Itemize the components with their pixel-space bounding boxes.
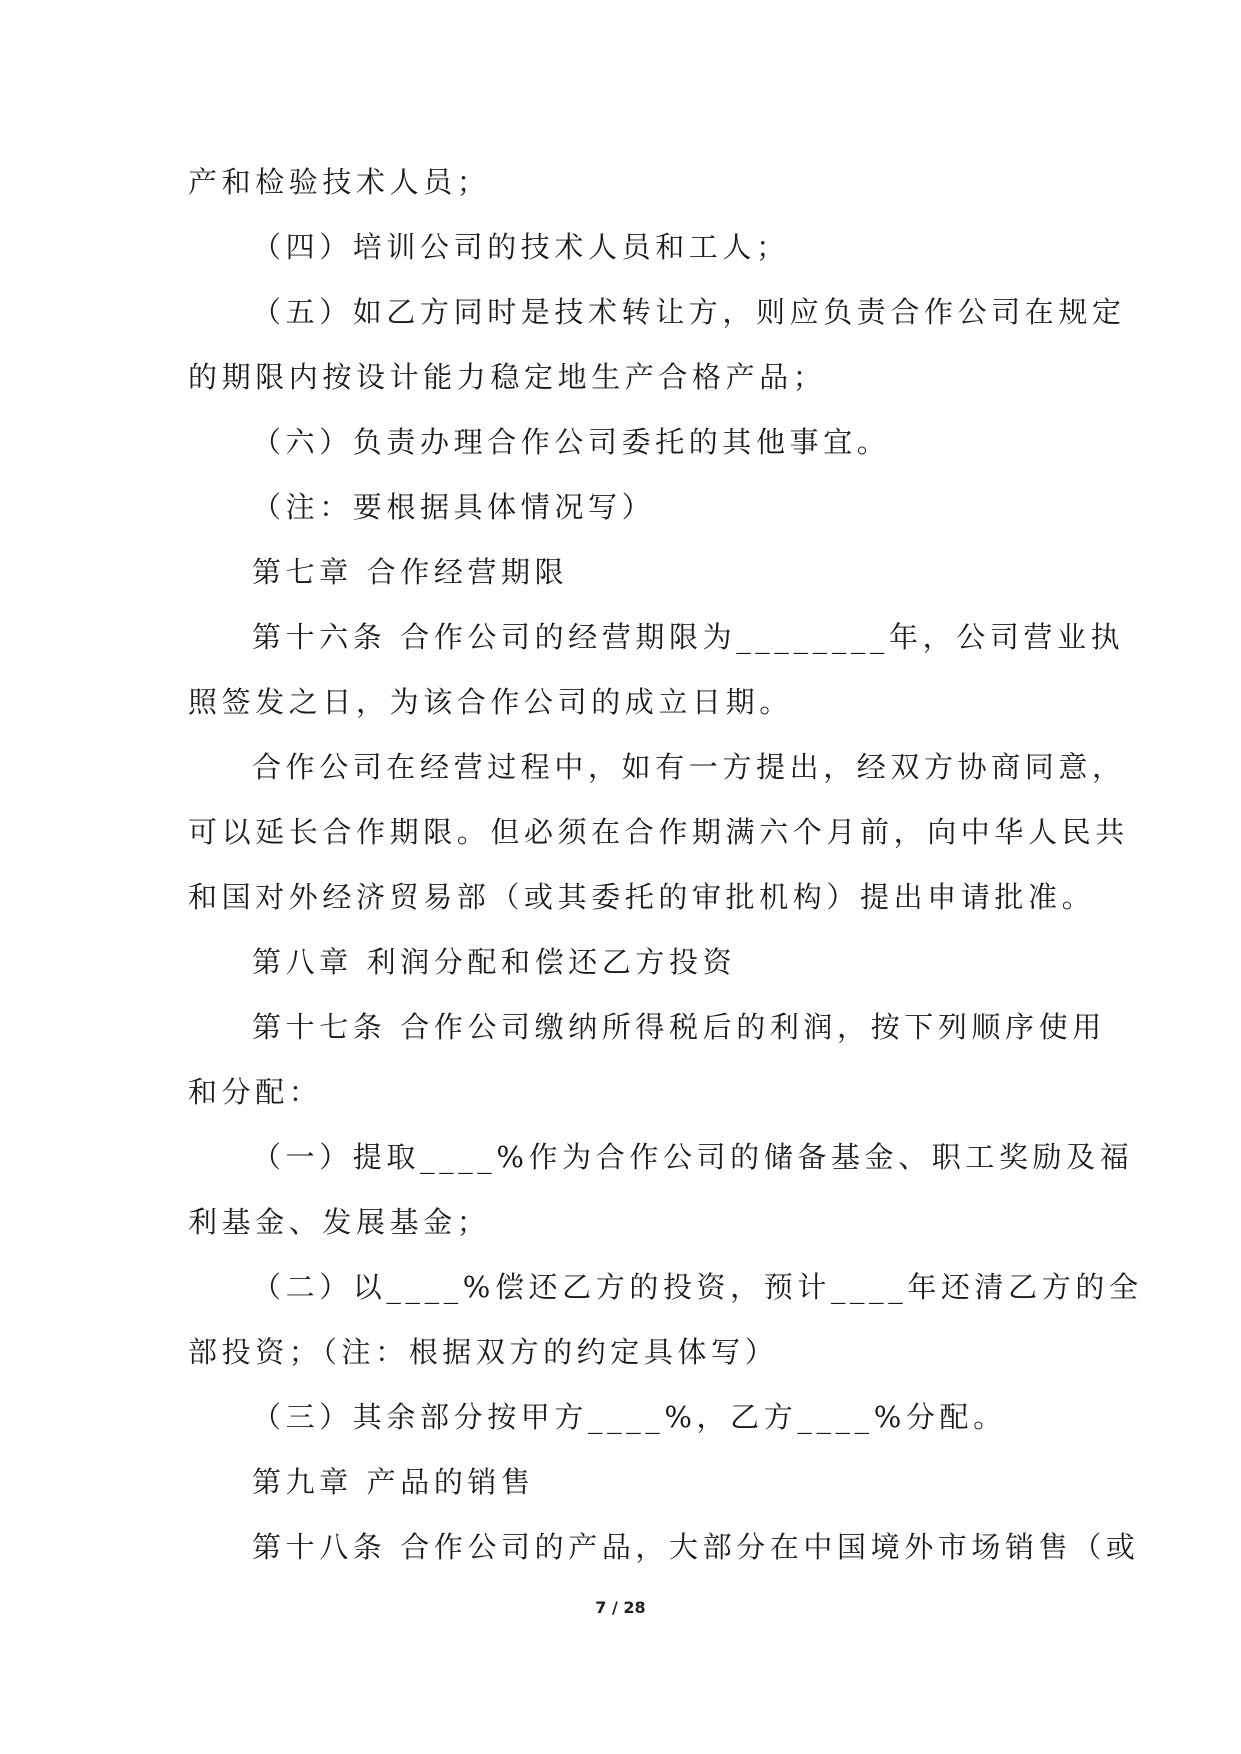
text-line: （五）如乙方同时是技术转让方，则应负责合作公司在规定 bbox=[252, 295, 1126, 329]
text-line: 合作公司在经营过程中，如有一方提出，经双方协商同意， bbox=[252, 750, 1126, 784]
text-line: （注：要根据具体情况写） bbox=[252, 490, 656, 524]
chapter-heading: 第八章 利润分配和偿还乙方投资 bbox=[252, 945, 737, 979]
text-line: 可以延长合作期限。但必须在合作期满六个月前，向中华人民共 bbox=[188, 815, 1129, 849]
text-line: （六）负责办理合作公司委托的其他事宜。 bbox=[252, 425, 891, 459]
document-body bbox=[188, 160, 1143, 1590]
text-line: 第十六条 合作公司的经营期限为________年，公司营业执 bbox=[252, 620, 1125, 654]
text-line: 的期限内按设计能力稳定地生产合格产品； bbox=[188, 360, 827, 394]
text-line: （三）其余部分按甲方____%，乙方____%分配。 bbox=[252, 1400, 1007, 1434]
text-line: 产和检验技术人员； bbox=[188, 165, 491, 199]
page-number: 7 / 28 bbox=[595, 1598, 646, 1617]
text-line: 第十八条 合作公司的产品，大部分在中国境外市场销售（或 bbox=[252, 1530, 1140, 1564]
chapter-heading: 第九章 产品的销售 bbox=[252, 1465, 535, 1499]
text-line: 和国对外经济贸易部（或其委托的审批机构）提出申请批准。 bbox=[188, 880, 1096, 914]
text-line: 照签发之日，为该合作公司的成立日期。 bbox=[188, 685, 793, 719]
text-line: 和分配： bbox=[188, 1075, 323, 1109]
text-line: 第十七条 合作公司缴纳所得税后的利润，按下列顺序使用 bbox=[252, 1010, 1106, 1044]
text-line: 部投资；（注：根据双方的约定具体写） bbox=[188, 1335, 779, 1369]
text-line: （四）培训公司的技术人员和工人； bbox=[252, 230, 790, 264]
text-line: 利基金、发展基金； bbox=[188, 1205, 491, 1239]
text-line: （二）以____%偿还乙方的投资，预计____年还清乙方的全 bbox=[252, 1270, 1143, 1304]
chapter-heading: 第七章 合作经营期限 bbox=[252, 555, 569, 589]
text-line: （一）提取____%作为合作公司的储备基金、职工奖励及福 bbox=[252, 1140, 1134, 1174]
